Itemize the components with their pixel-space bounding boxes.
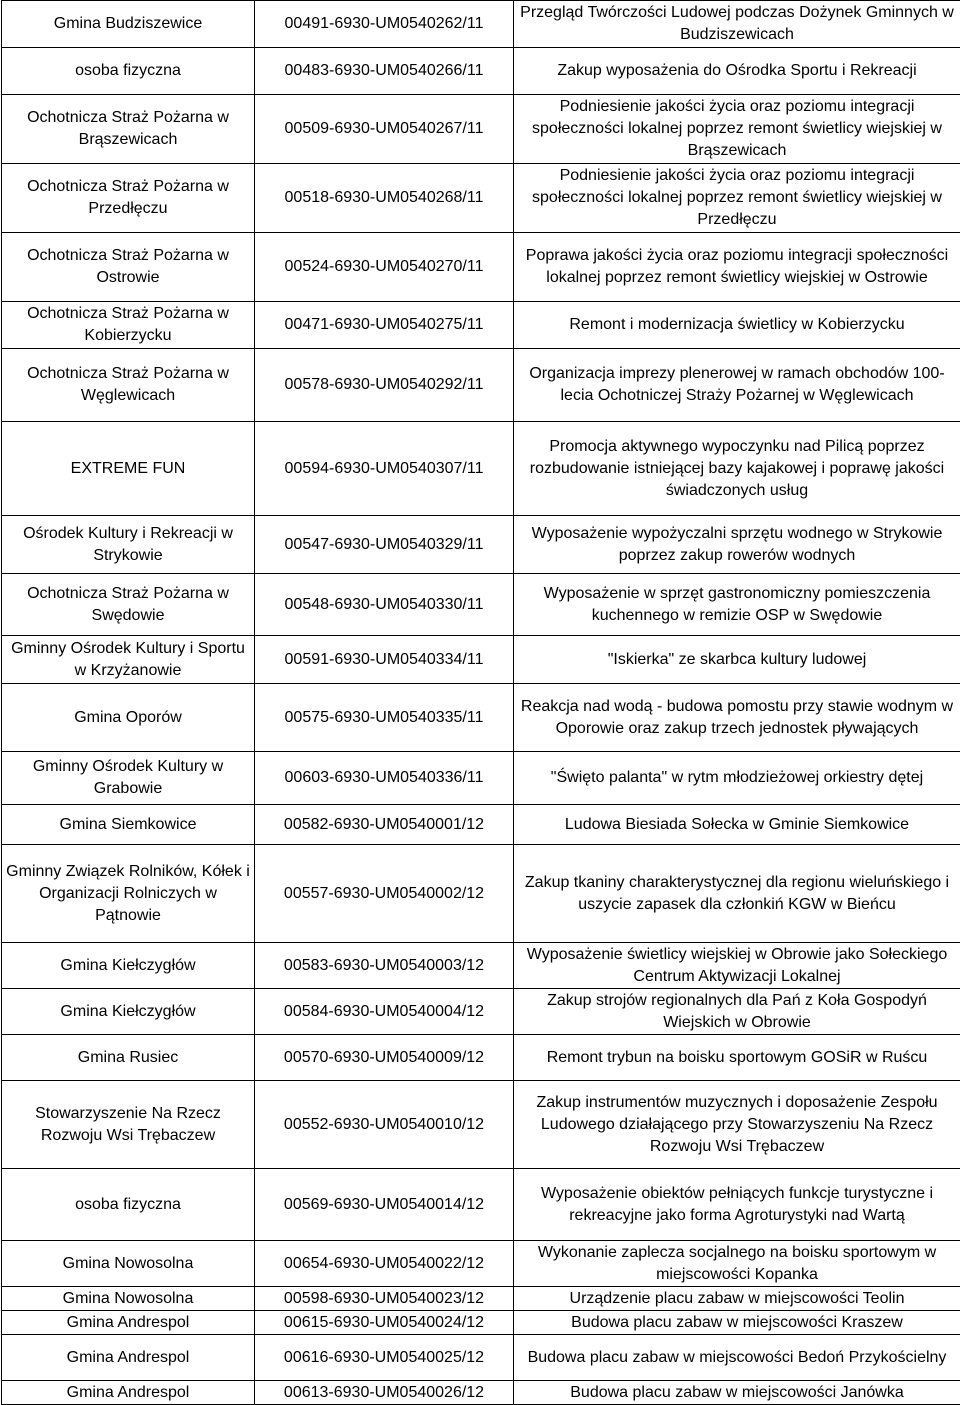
table-row	[2, 1287, 960, 1311]
beneficiary-cell: Gminny Ośrodek Kultury w Grabowie	[2, 752, 255, 805]
contract-number-cell: 00591-6930-UM0540334/11	[255, 636, 514, 684]
project-title-cell: Ludowa Biesiada Sołecka w Gminie Siemkowice	[514, 805, 960, 845]
project-title-cell: Podniesienie jakości życia oraz poziomu integracji społeczności lokalnej poprzez remont świetlicy wiejskiej w Brąszewicach	[514, 95, 960, 164]
table-row	[2, 989, 960, 1035]
beneficiary-cell: Ochotnicza Straż Pożarna w Swędowie	[2, 574, 255, 636]
contract-number-cell: 00584-6930-UM0540004/12	[255, 989, 514, 1035]
project-title-cell: Wyposażenie świetlicy wiejskiej w Obrowie jako Sołeckiego Centrum Aktywizacji Lokalnej	[514, 943, 960, 989]
table-row	[2, 1335, 960, 1381]
beneficiaries-table	[1, 0, 960, 1405]
table-row	[2, 805, 960, 845]
beneficiary-cell: Ochotnicza Straż Pożarna w Kobierzycku	[2, 302, 255, 349]
beneficiary-cell: Gmina Kiełczygłów	[2, 943, 255, 989]
beneficiary-cell: Ochotnicza Straż Pożarna w Węglewicach	[2, 349, 255, 422]
beneficiary-cell: Gmina Kiełczygłów	[2, 989, 255, 1035]
beneficiary-cell: Ochotnicza Straż Pożarna w Przedłęczu	[2, 164, 255, 233]
contract-number-cell: 00557-6930-UM0540002/12	[255, 845, 514, 943]
contract-number-cell: 00598-6930-UM0540023/12	[255, 1287, 514, 1311]
table-row	[2, 516, 960, 574]
contract-number-cell: 00471-6930-UM0540275/11	[255, 302, 514, 349]
project-title-cell: Budowa placu zabaw w miejscowości Bedoń Przykościelny	[514, 1335, 960, 1381]
contract-number-cell: 00552-6930-UM0540010/12	[255, 1081, 514, 1169]
contract-number-cell: 00613-6930-UM0540026/12	[255, 1381, 514, 1405]
beneficiary-cell: Gminny Ośrodek Kultury i Sportu w Krzyżanowie	[2, 636, 255, 684]
project-title-cell: Zakup wyposażenia do Ośrodka Sportu i Rekreacji	[514, 48, 960, 95]
project-title-cell: Remont i modernizacja świetlicy w Kobierzycku	[514, 302, 960, 349]
table-row	[2, 48, 960, 95]
contract-number-cell: 00594-6930-UM0540307/11	[255, 422, 514, 516]
contract-number-cell: 00491-6930-UM0540262/11	[255, 1, 514, 48]
table-row	[2, 1169, 960, 1241]
table-row	[2, 1241, 960, 1287]
project-title-cell: Reakcja nad wodą - budowa pomostu przy stawie wodnym w Oporowie oraz zakup trzech jednostek pływających	[514, 684, 960, 752]
project-title-cell: Przegląd Twórczości Ludowej podczas Dożynek Gminnych w Budziszewicach	[514, 1, 960, 48]
contract-number-cell: 00654-6930-UM0540022/12	[255, 1241, 514, 1287]
contract-number-cell: 00575-6930-UM0540335/11	[255, 684, 514, 752]
project-title-cell: Wyposażenie w sprzęt gastronomiczny pomieszczenia kuchennego w remizie OSP w Swędowie	[514, 574, 960, 636]
project-title-cell: Budowa placu zabaw w miejscowości Janówka	[514, 1381, 960, 1405]
beneficiary-cell: Gmina Andrespol	[2, 1335, 255, 1381]
project-title-cell: Wyposażenie obiektów pełniących funkcje turystyczne i rekreacyjne jako forma Agroturystyki nad Wartą	[514, 1169, 960, 1241]
contract-number-cell: 00570-6930-UM0540009/12	[255, 1035, 514, 1081]
contract-number-cell: 00603-6930-UM0540336/11	[255, 752, 514, 805]
project-title-cell: Budowa placu zabaw w miejscowości Kraszew	[514, 1311, 960, 1335]
project-title-cell: Zakup tkaniny charakterystycznej dla regionu wieluńskiego i uszycie zapasek dla członkiń KGW w Bieńcu	[514, 845, 960, 943]
table-row	[2, 1035, 960, 1081]
beneficiary-cell: Ochotnicza Straż Pożarna w Brąszewicach	[2, 95, 255, 164]
contract-number-cell: 00582-6930-UM0540001/12	[255, 805, 514, 845]
beneficiary-cell: Gmina Siemkowice	[2, 805, 255, 845]
beneficiary-cell: Gmina Rusiec	[2, 1035, 255, 1081]
table-row	[2, 233, 960, 302]
project-title-cell: Urządzenie placu zabaw w miejscowości Teolin	[514, 1287, 960, 1311]
table-row	[2, 349, 960, 422]
beneficiary-cell: osoba fizyczna	[2, 48, 255, 95]
table-row	[2, 684, 960, 752]
beneficiary-cell: Gmina Budziszewice	[2, 1, 255, 48]
beneficiary-cell: EXTREME FUN	[2, 422, 255, 516]
contract-number-cell: 00547-6930-UM0540329/11	[255, 516, 514, 574]
beneficiary-cell: Ośrodek Kultury i Rekreacji w Strykowie	[2, 516, 255, 574]
beneficiary-cell: Stowarzyszenie Na Rzecz Rozwoju Wsi Trębaczew	[2, 1081, 255, 1169]
table-row	[2, 164, 960, 233]
contract-number-cell: 00518-6930-UM0540268/11	[255, 164, 514, 233]
table-row	[2, 636, 960, 684]
table-row	[2, 1081, 960, 1169]
project-title-cell: Zakup strojów regionalnych dla Pań z Koła Gospodyń Wiejskich w Obrowie	[514, 989, 960, 1035]
table-row	[2, 574, 960, 636]
contract-number-cell: 00615-6930-UM0540024/12	[255, 1311, 514, 1335]
project-title-cell: Poprawa jakości życia oraz poziomu integracji społeczności lokalnej poprzez remont świetlicy wiejskiej w Ostrowie	[514, 233, 960, 302]
project-title-cell: Wykonanie zaplecza socjalnego na boisku sportowym w miejscowości Kopanka	[514, 1241, 960, 1287]
contract-number-cell: 00583-6930-UM0540003/12	[255, 943, 514, 989]
project-title-cell: Podniesienie jakości życia oraz poziomu integracji społeczności lokalnej poprzez remont świetlicy wiejskiej w Przedłęczu	[514, 164, 960, 233]
contract-number-cell: 00524-6930-UM0540270/11	[255, 233, 514, 302]
table-row	[2, 302, 960, 349]
table-row	[2, 95, 960, 164]
contract-number-cell: 00616-6930-UM0540025/12	[255, 1335, 514, 1381]
beneficiary-cell: Gminny Związek Rolników, Kółek i Organizacji Rolniczych w Pątnowie	[2, 845, 255, 943]
project-title-cell: Remont trybun na boisku sportowym GOSiR w Ruścu	[514, 1035, 960, 1081]
beneficiary-cell: Gmina Andrespol	[2, 1381, 255, 1405]
table-row	[2, 943, 960, 989]
project-title-cell: Wyposażenie wypożyczalni sprzętu wodnego w Strykowie poprzez zakup rowerów wodnych	[514, 516, 960, 574]
table-row	[2, 422, 960, 516]
table-row	[2, 752, 960, 805]
beneficiary-cell: Gmina Nowosolna	[2, 1241, 255, 1287]
beneficiary-cell: Ochotnicza Straż Pożarna w Ostrowie	[2, 233, 255, 302]
contract-number-cell: 00569-6930-UM0540014/12	[255, 1169, 514, 1241]
beneficiary-cell: Gmina Nowosolna	[2, 1287, 255, 1311]
project-title-cell: Organizacja imprezy plenerowej w ramach obchodów 100-lecia Ochotniczej Straży Pożarnej w Węglewicach	[514, 349, 960, 422]
table-row	[2, 1381, 960, 1405]
project-title-cell: Zakup instrumentów muzycznych i doposażenie Zespołu Ludowego działającego przy Stowarzyszeniu Na Rzecz Rozwoju Wsi Trębaczew	[514, 1081, 960, 1169]
beneficiary-cell: Gmina Andrespol	[2, 1311, 255, 1335]
contract-number-cell: 00578-6930-UM0540292/11	[255, 349, 514, 422]
table-row	[2, 1311, 960, 1335]
project-title-cell: "Święto palanta" w rytm młodzieżowej orkiestry dętej	[514, 752, 960, 805]
contract-number-cell: 00548-6930-UM0540330/11	[255, 574, 514, 636]
project-title-cell: Promocja aktywnego wypoczynku nad Pilicą poprzez rozbudowanie istniejącej bazy kajakowej i poprawę jakości świadczonych usług	[514, 422, 960, 516]
project-title-cell: "Iskierka" ze skarbca kultury ludowej	[514, 636, 960, 684]
table-row	[2, 1, 960, 48]
beneficiary-cell: Gmina Oporów	[2, 684, 255, 752]
contract-number-cell: 00509-6930-UM0540267/11	[255, 95, 514, 164]
contract-number-cell: 00483-6930-UM0540266/11	[255, 48, 514, 95]
table-row	[2, 845, 960, 943]
beneficiary-cell: osoba fizyczna	[2, 1169, 255, 1241]
